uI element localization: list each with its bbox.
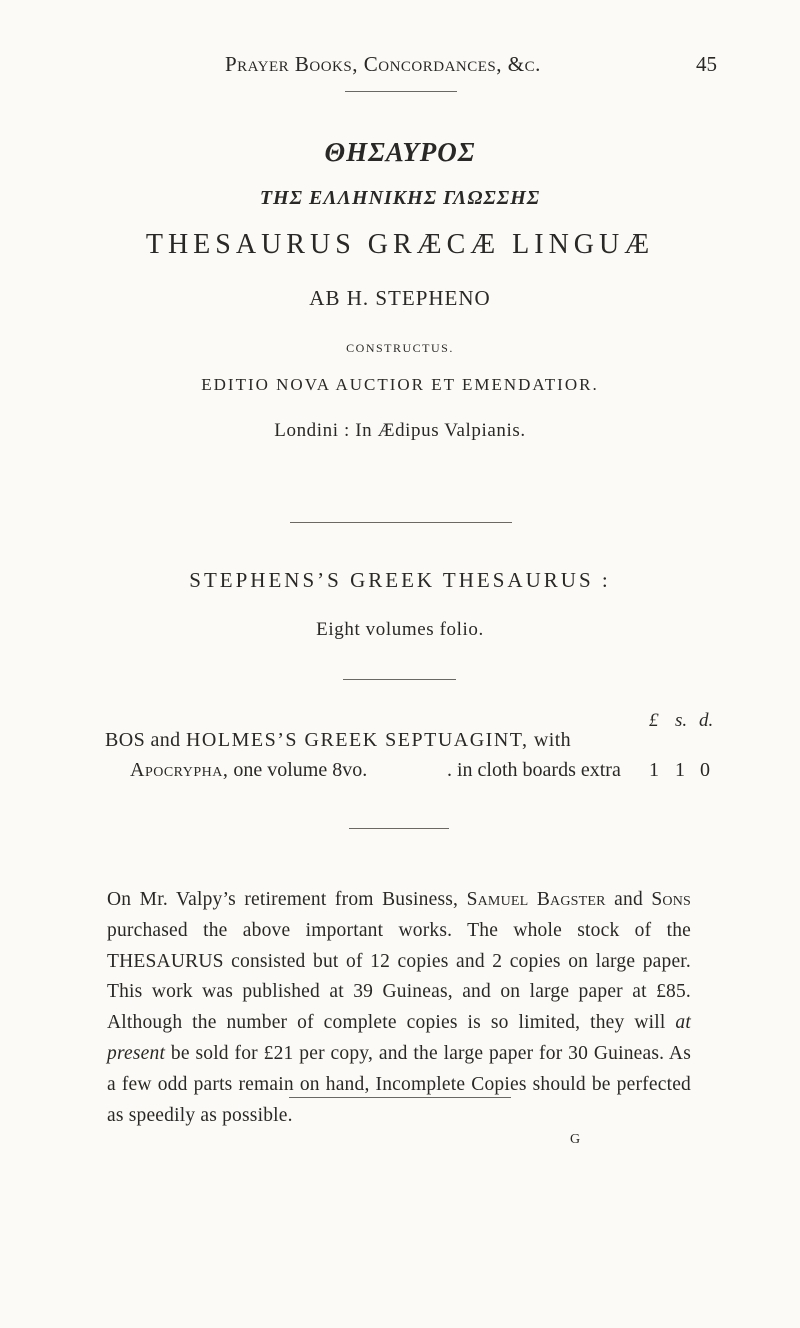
constructus-line: CONSTRUCTUS. [346, 341, 454, 355]
notice-text-1: On Mr. Valpy’s retirement from Business, [107, 889, 467, 910]
apocrypha-label: Apocrypha, [130, 759, 229, 781]
septuagint-suffix: with [528, 729, 572, 751]
stephens-title: STEPHENS’S GREEK THESAURUS : [189, 568, 611, 592]
stephens-volumes: Eight volumes folio. [316, 619, 484, 640]
running-header [225, 52, 717, 82]
publisher-sons: Sons [651, 889, 691, 910]
price-shillings: 1 [675, 759, 685, 781]
notice-text-2: and [605, 889, 652, 910]
section-rule-2 [343, 679, 456, 680]
price-pounds: 1 [649, 759, 659, 781]
section-rule-1 [290, 522, 512, 523]
running-title: Prayer Books, Concordances, &c. [225, 52, 541, 76]
header-rule [345, 91, 457, 92]
author-line: AB H. STEPHENO [309, 286, 491, 310]
notice-paragraph [107, 885, 691, 1131]
binding-description: . in cloth boards extra [447, 759, 621, 781]
latin-title: THESAURUS GRÆCÆ LINGUÆ [145, 229, 655, 260]
septuagint-title: HOLMES’S GREEK SEPTUAGINT, [185, 729, 529, 751]
septuagint-entry-line2 [130, 759, 670, 782]
septuagint-prefix: BOS and [105, 729, 186, 751]
signature-mark: G [570, 1132, 581, 1147]
notice-emphasis: at present [107, 1012, 691, 1064]
page-number: 45 [696, 52, 717, 76]
edition-line: EDITIO NOVA AUCTIOR ET EMENDATIOR. [201, 375, 599, 394]
section-rule-3 [349, 828, 449, 829]
notice-text-3: purchased the above important works. The whole stock of the THESAURUS consisted but of 12 copies and 2 copies on large paper. This work was published at 39 Guineas, and on large paper at £85. Although the number of complete copies is so limited, they will [107, 919, 691, 1034]
shillings-header: s. [675, 710, 688, 731]
volume-format: one volume 8vo. [228, 759, 368, 781]
section-rule-4 [289, 1097, 511, 1098]
septuagint-entry-line1 [105, 729, 571, 752]
price-pence: 0 [700, 759, 710, 781]
greek-subtitle: ΤΗΣ ΕΛΛΗΝΙΚΗΣ ΓΛΩΣΣΗΣ [259, 187, 541, 209]
pounds-header: £ [649, 710, 659, 731]
pence-header: d. [699, 710, 714, 731]
notice-text-4: be sold for £21 per copy, and the large paper for 30 Guineas. As a few odd parts remain on hand, Incomplete Copies should be perfected as speedily as possible. [107, 1042, 691, 1126]
imprint-line: Londini : In Ædipus Valpianis. [274, 420, 526, 441]
publisher-name: Samuel Bagster [466, 889, 606, 910]
greek-title: ΘΗΣΑΥΡΟΣ [324, 137, 476, 167]
